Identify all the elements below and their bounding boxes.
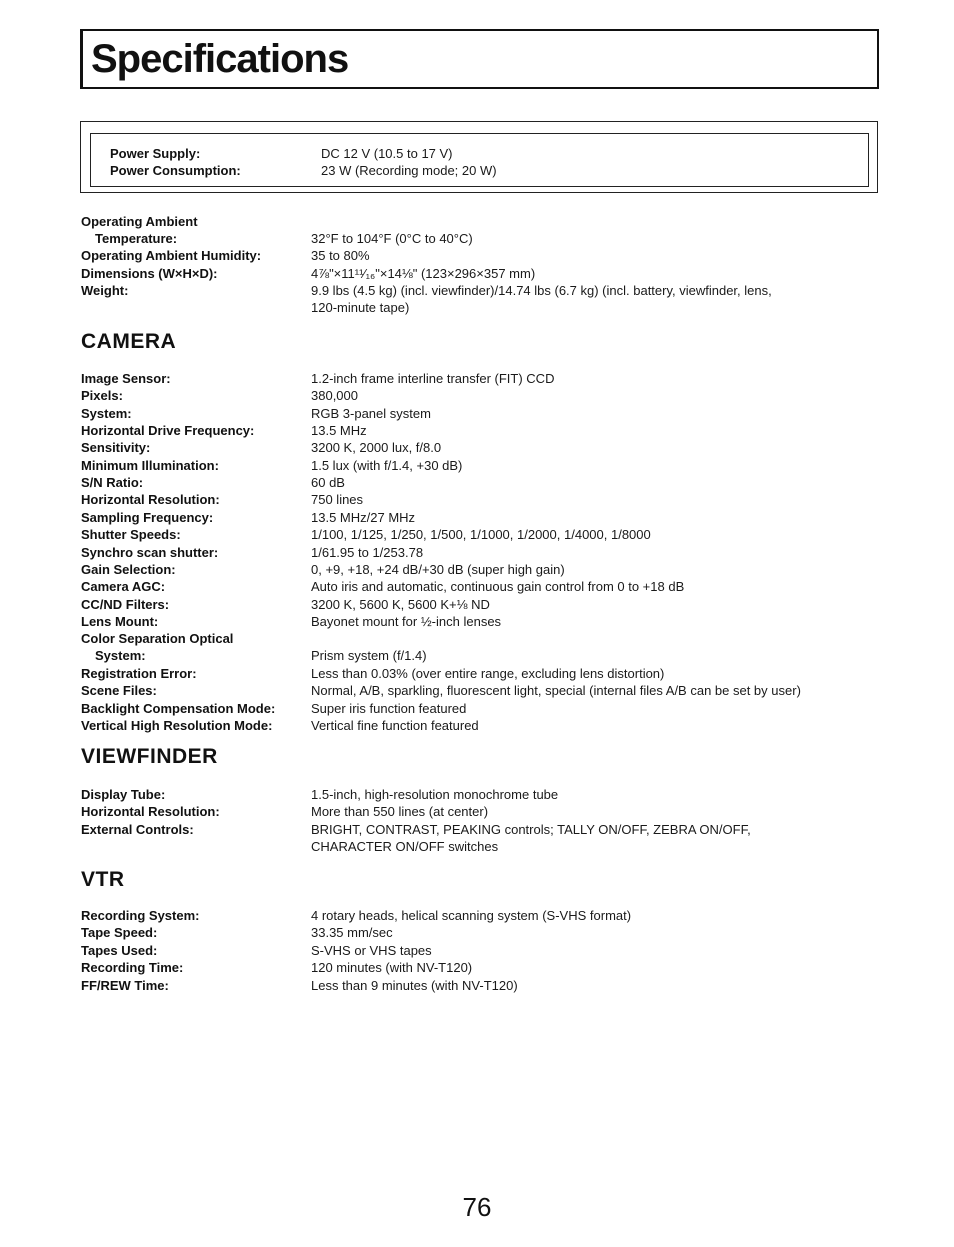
spec-label: Backlight Compensation Mode: [81, 700, 276, 716]
spec-label: Horizontal Drive Frequency: [81, 423, 255, 439]
spec-label: Image Sensor: [81, 371, 171, 386]
power-box [80, 121, 878, 193]
spec-label: Horizontal Resolution: [81, 492, 220, 508]
spec-value: 1.5-inch, high-resolution monochrome tube [311, 787, 559, 802]
spec-label: Recording Time: [81, 960, 184, 976]
spec-value: 60 dB [311, 475, 345, 491]
spec-label: Lens Mount: [81, 613, 159, 629]
spec-value: 35 to 80% [311, 248, 370, 263]
spec-value: DC 12 V (10.5 to 17 V) [321, 146, 453, 161]
spec-value: 380,000 [311, 388, 358, 404]
spec-value: 13.5 MHz/27 MHz [311, 509, 416, 525]
spec-value: 23 W (Recording mode; 20 W) [321, 163, 497, 178]
spec-label: System: [81, 405, 132, 421]
spec-value: 120-minute tape) [311, 300, 410, 315]
spec-value: 3200 K, 2000 lux, f/8.0 [311, 440, 442, 456]
spec-label: S/N Ratio: [81, 475, 144, 491]
spec-value: 9.9 lbs (4.5 kg) (incl. viewfinder)/14.74 lbs (6.7 kg) (incl. battery, viewfinder, lens, [311, 283, 772, 298]
spec-value: Prism system (f/1.4) [311, 648, 427, 663]
page-number: 76 [462, 1192, 492, 1222]
spec-value: 1.2-inch frame interline transfer (FIT) CCD [311, 371, 555, 386]
spec-value: Auto iris and automatic, continuous gain control from 0 to +18 dB [311, 579, 685, 595]
power-box-inner [90, 133, 869, 187]
spec-label: Sampling Frequency: [81, 509, 214, 525]
page-title: Specifications [91, 37, 349, 81]
spec-label: Weight: [81, 283, 129, 298]
spec-value: 0, +9, +18, +24 dB/+30 dB (super high gain) [311, 561, 565, 577]
spec-label: Gain Selection: [81, 561, 176, 577]
spec-label: CC/ND Filters: [81, 596, 170, 612]
spec-value: Normal, A/B, sparkling, fluorescent light, special (internal files A/B can be set by user) [311, 683, 801, 699]
spec-value: 4 rotary heads, helical scanning system (S-VHS format) [311, 908, 632, 923]
spec-label: Scene Files: [81, 683, 157, 699]
spec-label: Minimum Illumination: [81, 457, 219, 473]
spec-label: Operating Ambient [81, 214, 198, 229]
spec-label: Display Tube: [81, 787, 166, 802]
spec-label: Temperature: [95, 231, 178, 246]
spec-value: S-VHS or VHS tapes [311, 942, 432, 958]
spec-label: Recording System: [81, 908, 200, 923]
section-heading-viewfinder: VIEWFINDER [81, 745, 218, 768]
spec-value: 1/100, 1/125, 1/250, 1/500, 1/1000, 1/2000, 1/4000, 1/8000 [311, 527, 651, 543]
spec-label: Shutter Speeds: [81, 527, 181, 543]
spec-value: 33.35 mm/sec [311, 925, 393, 941]
spec-value: 13.5 MHz [311, 423, 367, 439]
spec-label: External Controls: [81, 821, 194, 837]
spec-value: 4⅞"×11¹¹⁄₁₆"×14⅛" (123×296×357 mm) [311, 266, 536, 281]
spec-label: System: [95, 648, 146, 663]
section-heading-vtr: VTR [81, 868, 125, 891]
spec-label: Power Supply: [110, 146, 201, 161]
spec-label: FF/REW Time: [81, 977, 169, 993]
spec-value: More than 550 lines (at center) [311, 804, 489, 820]
spec-label: Power Consumption: [110, 163, 241, 178]
section-heading-camera: CAMERA [81, 330, 177, 353]
spec-value: 1.5 lux (with f/1.4, +30 dB) [311, 457, 463, 473]
spec-label: Tapes Used: [81, 942, 158, 958]
spec-value: Super iris function featured [311, 700, 467, 716]
spec-label: Registration Error: [81, 666, 197, 681]
spec-value: CHARACTER ON/OFF switches [311, 839, 499, 854]
spec-label: Tape Speed: [81, 925, 158, 941]
spec-label: Camera AGC: [81, 579, 166, 595]
spec-value: Less than 9 minutes (with NV-T120) [311, 977, 518, 993]
spec-value: 750 lines [311, 492, 364, 508]
spec-label: Vertical High Resolution Mode: [81, 717, 273, 733]
spec-value: 1/61.95 to 1/253.78 [311, 544, 424, 560]
title-box [80, 29, 879, 89]
spec-label: Dimensions (W×H×D): [81, 266, 218, 281]
spec-value: Vertical fine function featured [311, 717, 479, 733]
spec-value: 120 minutes (with NV-T120) [311, 960, 473, 976]
spec-value: 32°F to 104°F (0°C to 40°C) [311, 231, 473, 246]
spec-value: Less than 0.03% (over entire range, excluding lens distortion) [311, 666, 665, 681]
spec-value: RGB 3-panel system [311, 405, 431, 421]
spec-value: Bayonet mount for ½-inch lenses [311, 613, 502, 629]
spec-label: Sensitivity: [81, 440, 151, 456]
spec-label: Horizontal Resolution: [81, 804, 220, 820]
spec-label: Synchro scan shutter: [81, 544, 219, 560]
spec-label: Pixels: [81, 388, 123, 404]
spec-value: 3200 K, 5600 K, 5600 K+⅛ ND [311, 596, 490, 612]
spec-label: Color Separation Optical [81, 631, 234, 646]
spec-value: BRIGHT, CONTRAST, PEAKING controls; TALLY ON/OFF, ZEBRA ON/OFF, [311, 821, 751, 837]
spec-label: Operating Ambient Humidity: [81, 248, 262, 263]
